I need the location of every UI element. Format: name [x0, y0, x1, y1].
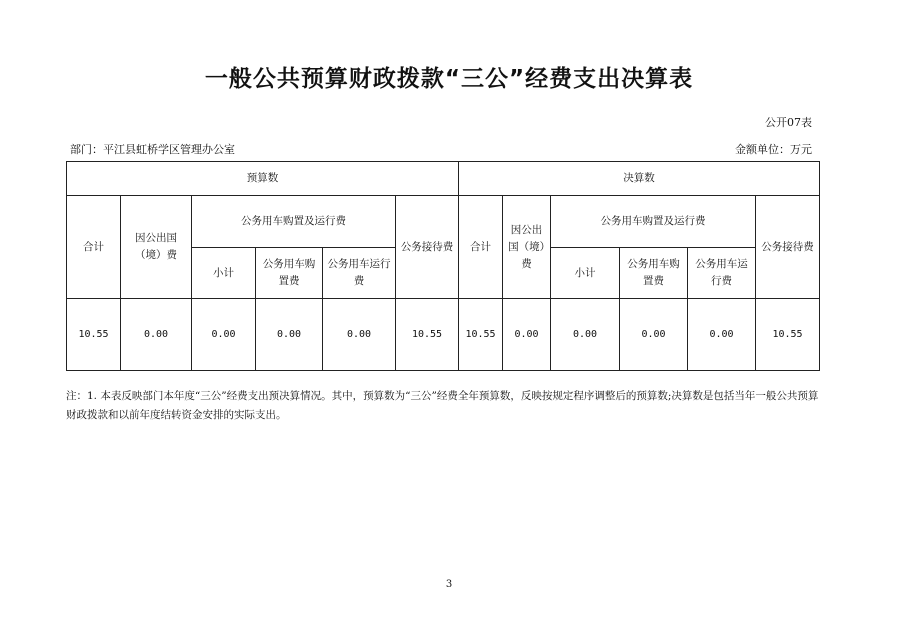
final-vehicle-header: 公务用车购置及运行费: [551, 196, 756, 248]
budget-total-value: 10.55: [67, 299, 121, 371]
vehicle-purchase-header: 公务用车购置费: [256, 248, 323, 299]
department-label: 部门：平江县虹桥学区管理办公室: [70, 143, 235, 156]
table-row: [67, 299, 820, 371]
final-vehicle-purchase-value: 0.00: [620, 299, 688, 371]
final-reception-header: 公务接待费: [756, 196, 820, 299]
reception-header: 公务接待费: [396, 196, 459, 299]
page-number: 3: [445, 579, 453, 590]
unit-label: 金额单位：万元: [735, 143, 812, 156]
final-total-header: 合计: [459, 196, 503, 299]
final-reception-value: 10.55: [756, 299, 820, 371]
final-subtotal-value: 0.00: [551, 299, 620, 371]
vehicle-operation-header: 公务用车运行费: [323, 248, 396, 299]
budget-vehicle-purchase-value: 0.00: [256, 299, 323, 371]
footnote: 注：1. 本表反映部门本年度“三公”经费支出预决算情况。其中，预算数为“三公”经费全年预算数，反映按规定程序调整后的预算数;决算数是包括当年一般公共预算财政拨款和以前年度结转资金安排的实际支出。: [66, 390, 819, 421]
expense-table: [66, 161, 820, 371]
final-subtotal-header: 小计: [551, 248, 620, 299]
budget-subtotal-value: 0.00: [192, 299, 256, 371]
abroad-header: 因公出国（境）费: [121, 196, 192, 299]
page-title: 一般公共预算财政拨款“三公”经费支出决算表: [204, 66, 694, 92]
budget-reception-value: 10.55: [396, 299, 459, 371]
final-vehicle-operation-value: 0.00: [688, 299, 756, 371]
vehicle-header: 公务用车购置及运行费: [192, 196, 396, 248]
budget-abroad-value: 0.00: [121, 299, 192, 371]
budget-header: 预算数: [67, 162, 459, 196]
table-code: 公开07表: [765, 116, 812, 129]
total-header: 合计: [67, 196, 121, 299]
budget-vehicle-operation-value: 0.00: [323, 299, 396, 371]
final-total-value: 10.55: [459, 299, 503, 371]
subtotal-header: 小计: [192, 248, 256, 299]
final-vehicle-purchase-header: 公务用车购置费: [620, 248, 688, 299]
final-abroad-value: 0.00: [503, 299, 551, 371]
final-vehicle-operation-header: 公务用车运行费: [688, 248, 756, 299]
final-abroad-header: 因公出国（境）费: [503, 196, 551, 299]
final-header: 决算数: [459, 162, 820, 196]
